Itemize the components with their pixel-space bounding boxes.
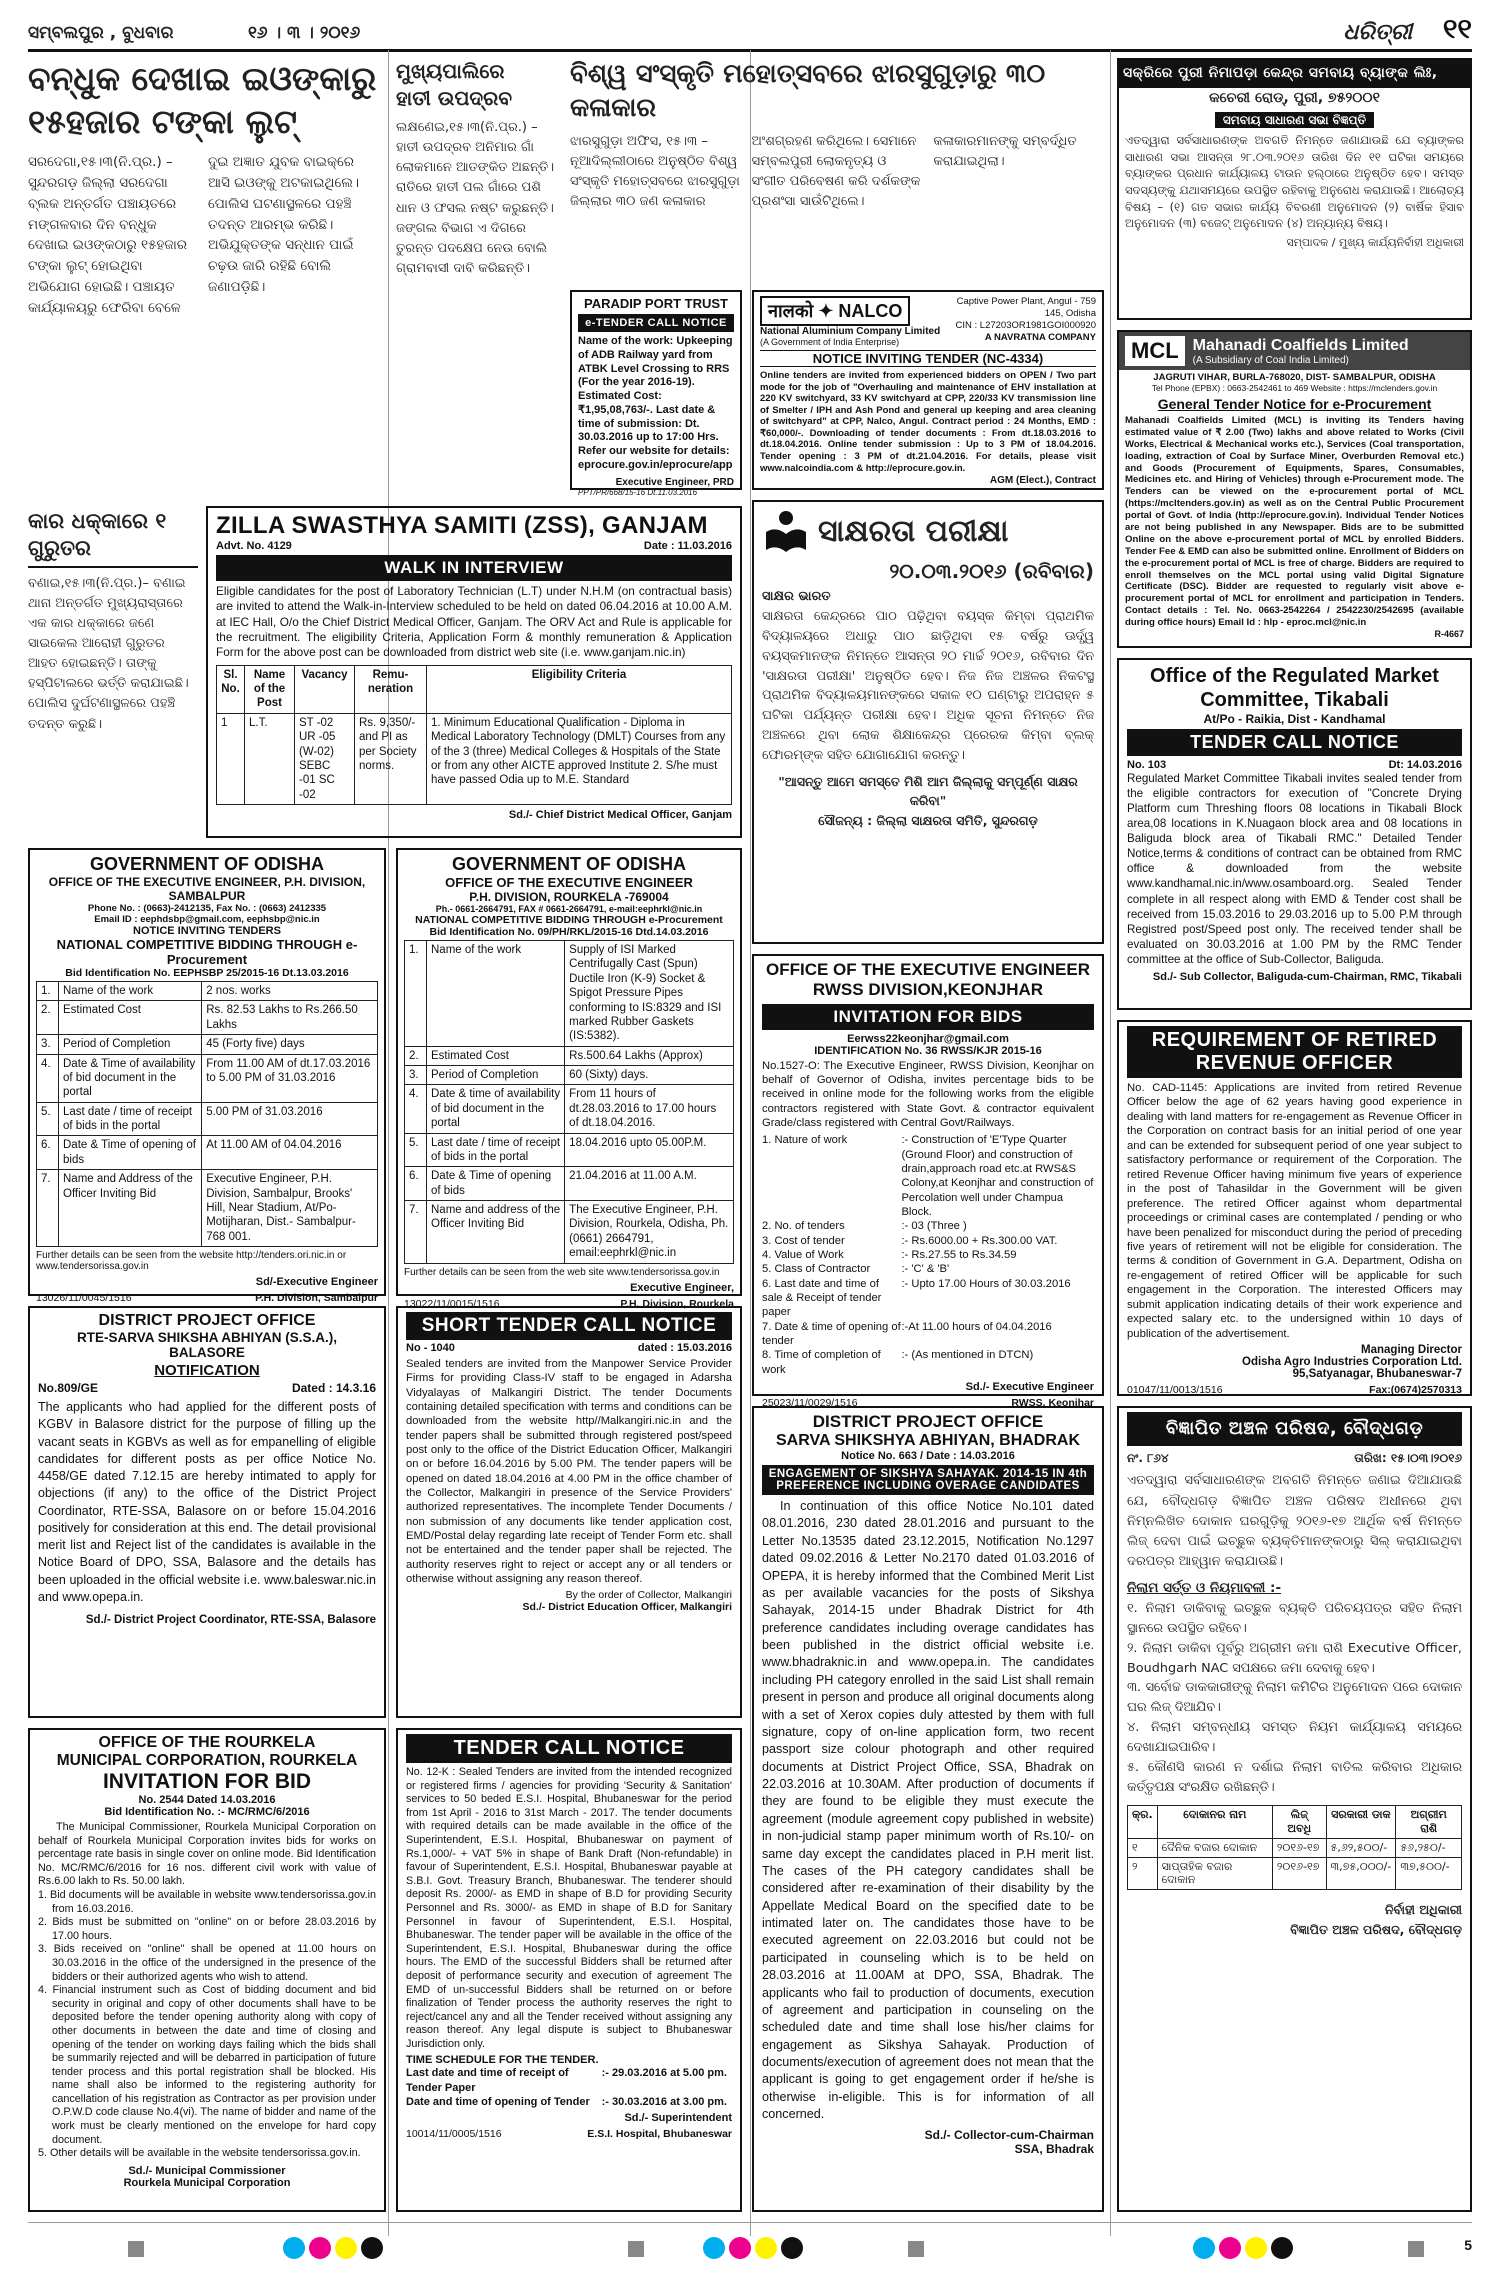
revenue-sig1: Managing Director	[1361, 1344, 1462, 1357]
boudhgarh-conditions	[1127, 1599, 1462, 1797]
culture-body: ଝାରସୁଗୁଡ଼ା ଅଫିସ, ୧୫।୩ – ନୂଆଦିଲ୍ଲୀଠାରେ ଅନୁଷ୍ଠିତ ବିଶ୍ୱ ସଂସ୍କୃତି ମହୋତ୍ସବରେ ଝାରସୁଗୁଡ଼ା ଜିଲ୍ଲାର ୩୦ ଜଣ କଳାକାର ଅଂଶଗ୍ରହଣ କରିଥିଲେ। ସେମାନେ ସମ୍ବଲପୁରୀ ଲୋକନୃତ୍ୟ ଓ ସଂଗୀତ ପରିବେଷଣ କରି ଦର୍ଶକଙ୍କ ପ୍ରଶଂସା ସାଉଁଟିଥିଲେ। କଳାକାରମାନଙ୍କୁ ସମ୍ବର୍ଦ୍ଧିତ କରାଯାଇଥିଲା।	[570, 133, 1077, 210]
list-item: ୩. ସର୍ବୋଚ୍ଚ ଡାକକାରୀଙ୍କୁ ନିଲାମ କମିଟିର ଅନୁମୋଦନ ପରେ ଦୋକାନ ଘର ଲିଜ୍ ଦିଆଯିବ।	[1127, 1680, 1462, 1716]
phrkl-phone: Ph.- 0661-2664791, FAX # 0661-2664791, e-mail:eephrkl@nic.in	[435, 904, 703, 914]
keonjhar-intro: No.1527-O: The Executive Engineer, RWSS Division, Keonjhar on behalf of Governor of Odisha, invites percentage bids to be received in online mode for the following works from the eligible contractors registered with State Govt. & contractor equivalent Grade/class registered with Central Govt/Railways.	[762, 1059, 1094, 1130]
phrkl-cell-value: Rs.500.64 Lakhs (Approx)	[565, 1046, 734, 1065]
rmc-sig2: Rourkela Municipal Corporation	[123, 2176, 291, 2189]
rourkela-mc-ad	[28, 1728, 386, 2212]
malkangiri-banner: SHORT TENDER CALL NOTICE	[406, 1312, 732, 1340]
table-cell: ୧	[1128, 1838, 1158, 1857]
bhadrak-no: Notice No. 663 / Date : 14.03.2016	[841, 1450, 1015, 1462]
keonjhar-item-label: 5. Class of Contractor	[762, 1263, 871, 1276]
nalco-ad	[752, 290, 1104, 490]
elephant-headline: ମୁଖ୍ୟପାଲିରେ ହାତୀ ଉପଦ୍ରବ	[396, 59, 512, 110]
list-item	[762, 1133, 1094, 1219]
mcl-body: Mahanadi Coalfields Limited (MCL) is inviting its Tenders having estimated value of ₹ 2.00 (Two) lakhs and above related to Works (Civil Works, Electrical & Mechanical works etc.), Services (Coal transportation, loading, extraction of Coal by Surface Miner, Overburden Removal etc.) and Goods (Procurement of Equipments, Spares, Consumables, Medicines etc. and Hiring of Vehicles) through e-Procurement mode. The Tenders can be viewed on the e-procurement portal of MCL (https://mcltenders.gov.in) as well as on the Central Public Procurement portal of Govt. of India (http://eprocure.gov.in). Individual Tender Notices are not being published in any Newspaper. Bids are to be submitted Online on the above e-procurement portal of MCL by enrolled Bidders. Tender Fee & EMD can also be submitted online. Enrollment of Bidders on the e-procurement portal of MCL is free of charge. Bidders are required to enroll themselves on the MCL portal using valid Digital Signature Certificate (DSC). Bidder are requested to regularly visit above e-procurement portal of MCL for enrollment and participation in Tenders. Contact details : Tel. No. 0663-2542264 / 2542230/2542695 (available during office hours) Email Id : hlp - eproc.mcl@nic.in	[1125, 415, 1464, 629]
phrkl-cell-label: Estimated Cost	[427, 1046, 565, 1065]
loot-story	[28, 58, 378, 498]
car-headline: କାର ଧକ୍କାରେ ୧ ଗୁରୁତର	[28, 508, 198, 568]
table-row	[405, 1167, 734, 1201]
keonjhar-item-value: :- Construction of 'E'Type Quarter (Ground Floor) and construction of drain,approach road etc.at RWS&S Colony,at Keonjhar and construction of Percolation well under Champua Block.	[901, 1134, 1094, 1219]
zss-ad	[206, 506, 742, 838]
car-story	[28, 508, 198, 838]
phsamb-cell-value: 5.00 PM of 31.03.2016	[202, 1102, 378, 1136]
culture-headline: ବିଶ୍ୱ ସଂସ୍କୃତି ମହୋତ୍ସବରେ ଝାରସୁଗୁଡ଼ାରୁ ୩୦ କଳାକାର	[570, 59, 1046, 123]
tikabali-no: No. 103	[1127, 759, 1167, 771]
balasore-title2: RTE-SARVA SHIKSHA ABHIYAN (S.S.A.), BALASORE	[76, 1330, 338, 1360]
keonjhar-item-value: :- Rs.27.55 to Rs.34.59	[901, 1249, 1017, 1262]
phsamb-cell-value: At 11.00 AM of 04.04.2016	[202, 1136, 378, 1170]
esi-ref: 10014/11/0005/1516	[406, 2127, 502, 2140]
puri-sub: କଚେରୀ ରୋଡ୍, ପୁରୀ, ୭୫୨୦୦୧	[1209, 89, 1380, 106]
loot-headline: ବନ୍ଧୁକ ଦେଖାଇ ଇଓଙ୍କାରୁ ୧୫ହଜାର ଟଙ୍କା ଲୁଟ୍	[28, 59, 377, 141]
esi-schedule-title: TIME SCHEDULE FOR THE TENDER.	[406, 2054, 599, 2067]
balasore-body: The applicants who had applied for the different posts of KGBV in Balasore district for the purpose of filling up the vacant seats in KGBVs as well as for empanelling of eligible candidates for different posts as per office Notice No. 4458/GE dated 7.12.15 are hereby intimated to apply for objections (if any) to the office of the District Project Coordinator, RTE-SSA, Balasore on or before 15.04.2016 positively for consideration at this end. The detail provisional merit list and Reject list of the candidates is available in the Notice Board of DPO, SSA, Balasore and the details has been uploaded in the official website i.e. www.baleswar.nic.in and www.opepa.in.	[38, 1400, 376, 1604]
table-row	[1128, 1838, 1462, 1857]
mcl-ad	[1117, 330, 1472, 648]
keonjhar-title: OFFICE OF THE EXECUTIVE ENGINEER RWSS DIVISION,KEONJHAR	[766, 960, 1090, 1000]
phsamb-ref: 13026/11/0045/1516	[36, 1292, 132, 1304]
boudhgarh-body: ଏତଦ୍ୱାରା ସର୍ବସାଧାରଣଙ୍କ ଅବଗତି ନିମନ୍ତେ ଜଣାଇ ଦିଆଯାଉଛି ଯେ, ବୌଦ୍ଧଗଡ଼ ବିଜ୍ଞାପିତ ଅଞ୍ଚଳ ପରିଷଦ ଅଧୀନରେ ଥିବା ନିମ୍ନଲିଖିତ ଦୋକାନ ଘରଗୁଡ଼ିକୁ ୨୦୧୬-୧୭ ଆର୍ଥିକ ବର୍ଷ ନିମନ୍ତେ ଲିଜ୍ ଦେବା ପାଇଁ ଇଚ୍ଛୁକ ବ୍ୟକ୍ତିମାନଙ୍କଠାରୁ ସିଲ୍ କରାଯାଇଥିବା ଦରପତ୍ର ଆହ୍ୱାନ କରାଯାଉଛି।	[1127, 1473, 1462, 1570]
table-row	[37, 1170, 378, 1247]
phrkl-signature: Executive Engineer,	[630, 1281, 734, 1294]
phsamb-cell-label: Last date / time of receipt of bids in the portal	[59, 1102, 202, 1136]
list-item	[406, 2066, 732, 2094]
mcl-contact: Tel Phone (EPBX) : 0663-2542461 to 469 Website : https://mclenders.gov.in	[1151, 383, 1438, 393]
list-item: ୧. ନିଲାମ ଡାକିବାକୁ ଇଚ୍ଛୁକ ବ୍ୟକ୍ତି ପରିଚୟପତ୍ର ସହିତ ନିଲାମ ସ୍ଥାନରେ ଉପସ୍ଥିତ ରହିବେ।	[1127, 1601, 1462, 1636]
esi-sched-value: :- 30.03.2016 at 3.00 pm.	[601, 2095, 727, 2108]
keonjhar-item-value: :- 03 (Three )	[901, 1220, 967, 1233]
phrkl-cell-label: Period of Completion	[427, 1066, 565, 1085]
book-icon	[762, 508, 810, 556]
list-item: 2. Bids must be submitted on "online" on or before 28.03.2016 by 17.00 hours.	[38, 1916, 376, 1942]
phrkl-cell-sl: 2.	[405, 1046, 427, 1065]
bhadrak-title1: DISTRICT PROJECT OFFICE	[812, 1412, 1044, 1431]
zss-banner: WALK IN INTERVIEW	[216, 555, 732, 581]
tikabali-body: Regulated Market Committee Tikabali invites sealed tender from the eligible contractors for execution of "Concrete Drying Platform cum Threshing floors 08 locations in Tikabali Block area,08 locations in K.Nuagaon block area and 08 locations in Baliguda block area of Tikabali RMC." Detailed Tender Notice,terms & conditions of contract can be obtained from RMC office & downloaded from the website www.kandhamal.nic.in/www.osamboard.org. Sealed Tender complete in all respect along with EMD & Tender cost shall be received from 15.03.2016 to 29.03.2016 up to 5.00 P.M through Registred post/Speed post only. The received tender shall be evaluated on 30.03.2016 at 1.00 PM by the RMC Tender committee at the office of Sub-Collector, Baliguda.	[1127, 772, 1462, 966]
boudhgarh-cond-title: ନିଲାମ ସର୍ତ୍ତ ଓ ନିୟମାବଳୀ :-	[1127, 1580, 1282, 1597]
zss-th-vacancy: Vacancy	[295, 665, 355, 713]
bhadrak-sig1: Sd./- Collector-cum-Chairman	[924, 2127, 1094, 2142]
phrkl-cell-value: The Executive Engineer, P.H. Division, Rourkela, Odisha, Ph.(0661) 2664791, email:eephrkl@nic.in	[565, 1201, 734, 1264]
list-item	[762, 1320, 1094, 1349]
phsamb-cell-value: 45 (Forty five) days	[202, 1035, 378, 1054]
color-mark-set-1	[283, 2237, 383, 2259]
revenue-ref: 01047/11/0013/1516	[1127, 1384, 1223, 1397]
phrkl-cell-label: Last date / time of receipt of bids in the portal	[427, 1133, 565, 1167]
esi-hospital-ad	[396, 1728, 742, 2212]
list-item: ୪. ନିଲାମ ସମ୍ବନ୍ଧୀୟ ସମସ୍ତ ନିୟମ କାର୍ଯ୍ୟାଳୟ ସମୟରେ ଦେଖାଯାଇପାରିବ।	[1127, 1720, 1462, 1755]
nalco-logo: नालको ✦ NALCO	[760, 296, 910, 326]
puri-body: ଏତଦ୍ୱାରା ସର୍ବସାଧାରଣଙ୍କ ଅବଗତି ନିମନ୍ତେ ଜଣାଯାଉଛି ଯେ ବ୍ୟାଙ୍କର ସାଧାରଣ ସଭା ଆସନ୍ତା ୨୮.୦୩.୨୦୧୬ ତାରିଖ ଦିନ ୧୧ ଘଟିକା ସମୟରେ ବ୍ୟାଙ୍କର ପ୍ରଧାନ କାର୍ଯ୍ୟାଳୟ ଟାଉନ ହଲ୍‌ଠାରେ ଅନୁଷ୍ଠିତ ହେବ। ସମସ୍ତ ସଦସ୍ୟଙ୍କୁ ଯଥାସମୟରେ ଉପସ୍ଥିତ ରହିବାକୁ ଅନୁରୋଧ କରାଯାଉଛି। ଆଲୋଚ୍ୟ ବିଷୟ – (୧) ଗତ ସଭାର କାର୍ଯ୍ୟ ବିବରଣୀ ଅନୁମୋଦନ (୨) ବାର୍ଷିକ ହିସାବ ଅନୁମୋଦନ (୩) ବଜେଟ୍ ଅନୁମୋଦନ (୪) ଅନ୍ୟାନ୍ୟ ବିଷୟ।	[1125, 132, 1464, 231]
color-mark-set-3	[1193, 2237, 1293, 2259]
keonjhar-item-label: 2. No. of tenders	[762, 1220, 845, 1233]
literacy-title: ସାକ୍ଷରତା ପରୀକ୍ଷା	[818, 514, 1009, 549]
phsamb-cell-label: Estimated Cost	[59, 1001, 202, 1035]
literacy-signature: ସୌଜନ୍ୟ : ଜିଲ୍ଲା ସାକ୍ଷରତା ସମିତି, ସୁନ୍ଦରଗଡ଼	[818, 812, 1038, 828]
nalco-company: National Aluminium Company Limited	[760, 326, 941, 337]
boudhgarh-date: ତାରିଖ: ୧୫।୦୩।୨୦୧୬	[1354, 1450, 1462, 1465]
list-item: 5. Other details will be available in the website tendersorissa.gov.in.	[38, 2147, 361, 2160]
table-row	[405, 1085, 734, 1133]
phsamb-cell-label: Date & Time of opening of bids	[59, 1136, 202, 1170]
esi-banner: TENDER CALL NOTICE	[406, 1734, 732, 1763]
table-header-cell: ଅଗ୍ରୀମ ରାଶି	[1396, 1806, 1462, 1839]
keonjhar-items	[762, 1133, 1094, 1377]
phsamb-cell-value: 2 nos. works	[202, 982, 378, 1001]
list-item: 3. Bids received on "online" shall be opened at 11.00 hours on 30.03.2016 in the office of the undersigned in the presence of the bidders or their authorized agents who wish to attend.	[38, 1943, 376, 1983]
phsamb-cell-value: From 11.00 AM of dt.17.03.2016 to 5.00 PM of 31.03.2016	[202, 1054, 378, 1102]
list-item	[762, 1219, 1094, 1233]
list-item: ୫. କୌଣସି କାରଣ ନ ଦର୍ଶାଇ ନିଲାମ ବାତିଲ କରିବାର ଅଧିକାର କର୍ତ୍ତୃପକ୍ଷ ସଂରକ୍ଷିତ ରଖିଛନ୍ତି।	[1127, 1759, 1462, 1795]
phsamb-cell-label: Date & Time of availability of bid document in the portal	[59, 1054, 202, 1102]
zss-signature: Sd./- Chief District Medical Officer, Ganjam	[508, 809, 732, 822]
phrkl-note: Further details can be seen from the web site www.tendersorissa.gov.in	[404, 1266, 720, 1278]
keonjhar-banner: INVITATION FOR BIDS	[762, 1004, 1094, 1030]
balasore-title1: DISTRICT PROJECT OFFICE	[98, 1312, 316, 1329]
nalco-govt: (A Government of India Enterprise)	[760, 337, 900, 347]
tikabali-sub: At/Po - Raikia, Dist - Kandhamal	[1203, 712, 1386, 726]
car-body: ବଣାଇ,୧୫।୩(ନି.ପ୍ର.)– ବଣାଇ ଥାନା ଅନ୍ତର୍ଗତ ମୁଖ୍ୟରାସ୍ତାରେ ଏକ କାର ଧକ୍କାରେ ଜଣେ ସାଇକେଲ ଆରୋହୀ ଗୁରୁତର ଆହତ ହୋଇଛନ୍ତି। ତାଙ୍କୁ ହସ୍ପିଟାଲରେ ଭର୍ତ୍ତି କରାଯାଇଛି। ପୋଲିସ ଦୁର୍ଘଟଣାସ୍ଥଳରେ ପହଞ୍ଚି ତଦନ୍ତ କରୁଛି।	[28, 575, 189, 732]
rmc-body: The Municipal Commissioner, Rourkela Municipal Corporation on behalf of Rourkela Municipal Corporation invites bids for works on percentage rate basis in single cover on online mode. Bid Identification No. MC/RMC/6/2016 for 16 nos. different civil work with value of Rs.6.00 lakh to Rs. 50.00 lakh.	[38, 1821, 376, 1888]
balasore-sub: NOTIFICATION	[154, 1362, 260, 1379]
phsamb-cell-sl: 2.	[37, 1001, 59, 1035]
footer-strip	[28, 2222, 1472, 2272]
keonjhar-item-value: :- (As mentioned in DTCN)	[901, 1349, 1034, 1362]
table-row	[37, 982, 378, 1001]
tikabali-banner: TENDER CALL NOTICE	[1127, 729, 1462, 756]
footer-page-number: 5	[1464, 2237, 1472, 2253]
phrkl-cell-value: 18.04.2016 upto 05.00P.M.	[565, 1133, 734, 1167]
loot-body: ସରଦେଗା,୧୫।୩(ନି.ପ୍ର.) – ସୁନ୍ଦରଗଡ଼ ଜିଲ୍ଲା ସରଦେଗା ବ୍ଲକ ଅନ୍ତର୍ଗତ ପଞ୍ଚାୟତରେ ମଙ୍ଗଳବାର ଦିନ ବନ୍ଧୁକ ଦେଖାଇ ଇଓଙ୍କଠାରୁ ୧୫ହଜାର ଟଙ୍କା ଲୁଟ୍ ହୋଇଥିବା ଅଭିଯୋଗ ହୋଇଛି। ପଞ୍ଚାୟତ କାର୍ଯ୍ୟାଳୟରୁ ଫେରିବା ବେଳେ ଦୁଇ ଅଜ୍ଞାତ ଯୁବକ ବାଇକ୍‌ରେ ଆସି ଇଓଙ୍କୁ ଅଟକାଇଥିଲେ। ପୋଲିସ ଘଟଣାସ୍ଥଳରେ ପହଞ୍ଚି ତଦନ୍ତ ଆରମ୍ଭ କରିଛି। ଅଭିଯୁକ୍ତଙ୍କ ସନ୍ଧାନ ପାଇଁ ଚଢ଼ଉ ଜାରି ରହିଛି ବୋଲି ଜଣାପଡ଼ିଛି।	[28, 153, 360, 317]
dateline-date: ୧୬ । ୩ । ୨୦୧୬	[248, 23, 361, 43]
mcl-banner: General Tender Notice for e-Procurement	[1157, 396, 1432, 412]
table-header-cell: ସରକାରୀ ଡାକ	[1326, 1806, 1396, 1839]
boudhgarh-ad	[1117, 1406, 1472, 2212]
phrkl-cell-label: Name and address of the Officer Inviting Bid	[427, 1201, 565, 1264]
malkangiri-sig1: By the order of Collector, Malkangiri	[565, 1589, 732, 1602]
puri-title: ସକ୍ରିରେ ପୁରୀ ନିମାପଡ଼ା କେନ୍ଦ୍ର ସମବାୟ ବ୍ୟାଙ୍କ ଲିଃ,	[1119, 60, 1470, 88]
phsamb-cell-label: Name of the work	[59, 982, 202, 1001]
table-row	[37, 1102, 378, 1136]
keonjhar-item-value: :-At 11.00 hours of 04.04.2016	[901, 1320, 1052, 1333]
phsamb-email: Email ID : eephdsbp@gmail.com, eephsbp@nic.in	[94, 914, 320, 925]
zss-title: ZILLA SWASTHYA SAMITI (ZSS), GANJAM	[216, 512, 708, 539]
bhadrak-banner: ENGAGEMENT OF SIKSHYA SAHAYAK. 2014-15 IN 4th PREFERENCE INCLUDING OVERAGE CANDIDATES	[762, 1465, 1094, 1495]
registration-mark-gray-1	[128, 2241, 144, 2257]
phrkl-cell-value: 60 (Sixty) days.	[565, 1066, 734, 1085]
phrkl-table	[404, 940, 734, 1264]
literacy-ad	[752, 500, 1104, 944]
phsamb-bid: Bid Identification No. EEPHSBP 25/2015-16 Dt.13.03.2016	[65, 967, 349, 979]
phsamb-title: GOVERNMENT OF ODISHA	[89, 854, 324, 874]
table-cell: ୨୦୧୬-୧୭	[1272, 1838, 1326, 1857]
table-row	[405, 1046, 734, 1065]
keonjhar-item-label: 3. Cost of tender	[762, 1234, 845, 1247]
keonjhar-ident: IDENTIFICATION No. 36 RWSS/KJR 2015-16	[814, 1044, 1042, 1057]
boudhgarh-no: ନଂ. ୮୬୪	[1127, 1450, 1169, 1465]
table-row	[37, 1136, 378, 1170]
table-cell: ଦୈନିକ ବଜାର ଦୋକାନ	[1157, 1838, 1272, 1857]
malkangiri-ad	[396, 1306, 742, 1718]
bhadrak-ad	[752, 1406, 1104, 2212]
table-header-cell: ଦୋକାନର ନାମ	[1157, 1806, 1272, 1839]
table-row	[405, 1133, 734, 1167]
list-item: ୨. ନିଲାମ ଡାକିବା ପୂର୍ବରୁ ଅଗ୍ରୀମ ଜମା ରାଶି Executive Officer, Boudhgarh NAC ସପକ୍ଷରେ ଜମା ଦେବାକୁ ହେବ।	[1127, 1640, 1462, 1676]
esi-sched-value: :- 29.03.2016 at 5.00 pm.	[601, 2067, 727, 2080]
paradip-banner: e-TENDER CALL NOTICE	[578, 314, 734, 332]
literacy-date: ୨୦.୦୩.୨୦୧୬ (ରବିବାର)	[889, 559, 1094, 583]
list-item	[762, 1348, 1094, 1377]
paradip-signature: Executive Engineer, PRD	[615, 476, 734, 488]
balasore-date: Dated : 14.3.16	[291, 1381, 376, 1395]
rmc-title2: MUNICIPAL CORPORATION, ROURKELA	[56, 1752, 358, 1769]
phrkl-cell-sl: 3.	[405, 1066, 427, 1085]
esi-body: No. 12-K : Sealed Tenders are invited from the intended recognized or registered firms / agencies for providing 'Security & Sanitation' services to 50 beded E.S.I. Hospital, Bhubaneswar for the period from 1st April - 2016 to 31st March - 2017. The tender documents with required details can be made available in the office of the Superintendent, E.S.I. Hospital, Bhubaneswar on payment of Rs.1,000/- + VAT 5% in shape of Bank Draft (Non-refundable) in favour of Superintendent, E.S.I. Hospital, Bhubaneswar payable at S.B.I. Govt. Treasury Branch, Bhubaneswar. The tenderer should deposit Rs. 2000/- as EMD in shape of B.D for providing Security Personnel and Rs. 3000/- as EMD in shape of B.D for Sanitary Personnel in favour of Superintendent, E.S.I. Hospital, Bhubaneswar. The tender paper will be available in the office of the Superintendent, E.S.I. Hospital, Bhubaneswar during the office hours. The EMD of the successful Bidders shall be returned after deposit of performance security and execution of agreement The EMD of un-successful Bidders shall be returned on or before finalization of Tender process the authority reserves the right to reject/cancel any and all the Tender received without assigning any reason thereof. Any legal dispute is subject to Bhubaneswar Jurisdiction only.	[406, 1766, 732, 2050]
list-item	[762, 1262, 1094, 1276]
phrkl-cell-sl: 7.	[405, 1201, 427, 1264]
revenue-body: No. CAD-1145: Applications are invited from retired Revenue Officer below the age of 62 years having good experience in dealing with land matters for re-engagement as Revenue Officer in the Corporation on contract basis for an initial period of one year and can be extended for subsequent period of one year subject to satisfactory performance or requirement of the Corporation. The retired Revenue Officer having minimum five years of experience in the post of Tahasildar in the Government will be given preference. The retired Officer against whom departmental proceedings or criminal cases are contemplated / pending or who have been penalized for misconduct during the period of preceding five years of retirement will not be eligible for consideration. The terms & condition of Government in G.A. Department, Odisha on re-engagement of retired Officer will be applicable for such engagement in the Corporation. The interested Officers may submit application indicating details of their work experience and expected salary etc. to the undersigned within 10 days of publication of the advertisement.	[1127, 1082, 1462, 1340]
tikabali-date: Dt: 14.03.2016	[1388, 759, 1462, 771]
phrkl-cell-label: Name of the work	[427, 941, 565, 1047]
phsamb-cell-sl: 4.	[37, 1054, 59, 1102]
phsamb-note: Further details can be seen from the website http://tenders.ori.nic.in or www.tendersorissa.gov.in	[36, 1250, 347, 1272]
list-item	[762, 1277, 1094, 1320]
zss-body: Eligible candidates for the post of Laboratory Technician (L.T) under N.H.M (on contractual basis) are invited to attend the Walk-in-Interview scheduled to be held on dated 06.04.2016 at 10.00 A.M. at IEC Hall, O/o the Chief District Medical Officer, Ganjam. The ORV Act and Rule is applicable for the recruitment. The eligibility Criteria, Application Form & monthly remuneration & Application Form for the above post can be downloaded from district web site (i.e. www.ganjam.nic.in)	[216, 584, 732, 660]
phrkl-office: OFFICE OF THE EXECUTIVE ENGINEER	[445, 875, 693, 890]
phsamb-sub1: NOTICE INVITING TENDERS	[133, 925, 281, 937]
tikabali-signature: Sd./- Sub Collector, Baliguda-cum-Chairman, RMC, Tikabali	[1152, 970, 1462, 983]
phrkl-title: GOVERNMENT OF ODISHA	[451, 854, 686, 874]
phrkl-cell-value: From 11 hours of dt.28.03.2016 to 17.00 hours of dt.18.04.2016.	[565, 1085, 734, 1133]
rmc-no: No. 2544 Dated 14.03.2016	[138, 1794, 276, 1806]
balasore-ad	[28, 1306, 386, 1718]
table-cell: ୨୦୧୬-୧୭	[1272, 1857, 1326, 1890]
table-header-row	[1128, 1806, 1462, 1839]
phrkl-cell-value: Supply of ISI Marked Centrifugally Cast (Spun) Ductile Iron (K-9) Socket & Spigot Pressure Pipes conforming to IS:8329 and ISI marked Rubber Gaskets (IS:5382).	[565, 941, 734, 1047]
mcl-name: Mahanadi Coalfields Limited	[1192, 336, 1409, 354]
color-mark-set-2	[703, 2237, 803, 2259]
elephant-body: ଲକ୍ଷଣେଇ,୧୫।୩(ନି.ପ୍ର.) – ହାତୀ ଉପଦ୍ରବ ଅନିମାର ଗାଁ ଲୋକମାନେ ଆତଙ୍କିତ ଅଛନ୍ତି। ରାତିରେ ହାତୀ ପଲ ଗାଁରେ ପଶି ଧାନ ଓ ଫସଲ ନଷ୍ଟ କରୁଛନ୍ତି। ଜଙ୍ଗଲ ବିଭାଗ ଏ ଦିଗରେ ତୁରନ୍ତ ପଦକ୍ଷେପ ନେଉ ବୋଲି ଗ୍ରାମବାସୀ ଦାବି କରିଛନ୍ତି।	[396, 120, 555, 276]
bhadrak-title2: SARVA SHIKSHYA ABHIYAN, BHADRAK	[775, 1432, 1081, 1449]
nalco-signature: AGM (Elect.), Contract	[989, 475, 1096, 487]
list-item	[762, 1248, 1094, 1262]
elephant-story	[396, 58, 564, 498]
keonjhar-item-label: 8. Time of completion of work	[762, 1349, 881, 1376]
keonjhar-signature-2: RWSS, Keonjhar	[1011, 1397, 1094, 1409]
keonjhar-ad	[752, 954, 1104, 1409]
zss-th-post: Name of the Post	[245, 665, 295, 713]
phsamb-signature: Sd/-Executive Engineer	[255, 1276, 378, 1288]
keonjhar-item-label: 6. Last date and time of sale & Receipt of tender paper	[762, 1277, 882, 1319]
ph-rourkela-ad	[396, 848, 742, 1310]
table-row	[37, 1035, 378, 1054]
table-cell: ୨	[1128, 1857, 1158, 1890]
phsamb-cell-value: Rs. 82.53 Lakhs to Rs.266.50 Lakhs	[202, 1001, 378, 1035]
puri-banner: ସମବାୟ ସାଧାରଣ ସଭା ବିଜ୍ଞପ୍ତି	[1215, 112, 1374, 128]
rmc-title1: OFFICE OF THE ROURKELA	[98, 1734, 316, 1751]
rmc-items	[38, 1889, 376, 2161]
phrkl-bid: Bid Identification No. 09/PH/RKL/2015-16 Dtd.14.03.2016	[429, 926, 709, 938]
table-cell: ୫୬,୨୫୦/-	[1396, 1838, 1462, 1857]
table-row	[1128, 1857, 1462, 1890]
page-number: ୧୧	[1442, 12, 1472, 45]
mcl-ref: R-4667	[1434, 629, 1464, 640]
esi-sig1: Sd./- Superintendent	[624, 2111, 732, 2124]
balasore-signature: Sd./- District Project Coordinator, RTE-SSA, Balasore	[85, 1614, 376, 1626]
zss-date: Date : 11.03.2016	[643, 540, 732, 552]
paradip-title: PARADIP PORT TRUST	[584, 296, 728, 311]
table-header-cell: କ୍ର.	[1128, 1806, 1158, 1839]
table-cell: ସାପ୍ତାହିକ ବଜାର ଦୋକାନ	[1157, 1857, 1272, 1890]
phsamb-office: OFFICE OF THE EXECUTIVE ENGINEER, P.H. DIVISION, SAMBALPUR	[48, 875, 366, 903]
phrkl-cell-label: Date & time of availability of bid document in the portal	[427, 1085, 565, 1133]
boudhgarh-sig2: ବିଜ୍ଞାପିତ ଅଞ୍ଚଳ ପରିଷଦ, ବୌଦ୍ଧଗଡ଼	[1290, 1921, 1462, 1937]
table-row: 1 L.T. ST -02 UR -05 (W-02) SEBC -01 SC -02 Rs. 9,350/- and PI as per Society norms. 1. Minimum Educational Qualification - Diploma in Medical Laboratory Technology (DMLT) Courses from any of the 3 (three) Medical Colleges & Hospitals of the State or from any other AICTE approved Institute 2. S/he must have passed Odia up to M.E. Standard	[217, 713, 732, 804]
zss-th-sl: Sl. No.	[217, 665, 245, 713]
paradip-body: Name of the work: Upkeeping of ADB Railway yard from ATBK Level Crossing to RRS (For the year 2016-19). Estimated Cost: ₹1,95,08,763/-. Last date & time of submission: Dt. 30.03.2016 up to 17:00 Hrs. Refer our website for details: eprocure.gov.in/eprocure/app	[578, 335, 733, 471]
ph-sambalpur-ad	[28, 848, 386, 1304]
mcl-address: JAGRUTI VIHAR, BURLA-768020, DIST- SAMBALPUR, ODISHA	[1153, 372, 1436, 383]
paradip-ref: PPT/PR/668/15-16 Dt.11.03.2016	[578, 487, 698, 497]
keonjhar-email: Eerwss22keonjhar@gmail.com	[847, 1032, 1009, 1045]
keonjhar-item-label: 7. Date & time of opening of tender	[762, 1320, 901, 1348]
keonjhar-item-label: 1. Nature of work	[762, 1134, 848, 1147]
table-header-cell: ଲିଜ୍ ଅବଧି	[1272, 1806, 1326, 1839]
keonjhar-signature: Sd./- Executive Engineer	[965, 1381, 1094, 1393]
zss-th-eligibility: Eligibility Criteria	[427, 665, 732, 713]
phrkl-cell-sl: 1.	[405, 941, 427, 1047]
phrkl-cell-sl: 6.	[405, 1167, 427, 1201]
phsamb-cell-value: Executive Engineer, P.H. Division, Sambalpur, Brooks' Hill, Near Stadium, At/Po- Motijharan, Dist.- Sambalpur-768 001.	[202, 1170, 378, 1247]
puri-signature: ସମ୍ପାଦକ / ମୁଖ୍ୟ କାର୍ଯ୍ୟନିର୍ବାହୀ ଅଧିକାରୀ	[1286, 236, 1464, 249]
table-cell: ୫,୬୨,୫୦୦/-	[1326, 1838, 1396, 1857]
registration-mark-gray-3	[908, 2241, 924, 2257]
mcl-sub: (A Subsidiary of Coal India Limited)	[1192, 354, 1349, 366]
bhadrak-body: In continuation of this office Notice No.101 dated 08.01.2016, 230 dated 28.01.2016 and pursuant to the Letter No.13535 dated 23.12.2015, Notification No.1297 dated 09.02.2016 & Letter No.2170 dated 01.03.2016 of OPEPA, it is hereby informed that the Combined Merit List as per available vacancies for the posts of Sikshya Sahayak, 2014-15 under Bhadrak District for 4th preference candidates including overage candidates has been published in the district official website i.e. www.bhadraknic.in and www.opepa.in. The candidates including PH category enrolled in the said List shall remain present in person and produce all original documents along with a set of Xerox copies duly attested by them with full signature, copy of on-line application form, two recent passport size colour photograph and other required documents at District Project Office, SSA, Bhadrak on 22.03.2016 at 10.30AM. After production of documents if they are found to be eligible they must execute the agreement (module agreement copy published in website) in non-judicial stamp paper minimum worth of Rs.10/- on same day except the candidates placed in P.H merit list. The cases of the PH category candidates shall be considered after re-examination of their disability by the Appellate Medical Board on the specified date to be intimated later on. The candidates those have to be executed agreement on 22.03.2016 but could not be participated in counseling which is to be held on 28.03.2016 at 11.00AM at DPO, SSA, Bhadrak. The applicants who fail to production of documents, execution of agreement and participation in counseling on the scheduled date and time shall lose his/her claims for engagement as Sikshya Sahayak. Production of documents/execution of agreement does not mean that the applicant is going to get engagement order if he/she is otherwise in-eligible. This is for information of all concerned.	[762, 1499, 1094, 2122]
table-row	[405, 941, 734, 1047]
phsamb-sub2: NATIONAL COMPETITIVE BIDDING THROUGH e-Procurement	[56, 937, 358, 967]
phsamb-cell-label: Period of Completion	[59, 1035, 202, 1054]
phsamb-cell-sl: 7.	[37, 1170, 59, 1247]
revenue-officer-ad	[1117, 1020, 1472, 1396]
registration-mark-gray-2	[628, 2241, 644, 2257]
nalco-address: Captive Power Plant, Angul - 759 145, Odisha	[956, 296, 1096, 319]
nalco-navratna: A NAVRATNA COMPANY	[984, 331, 1096, 343]
revenue-sig3: 95,Satyanagar, Bhubaneswar-7	[1292, 1368, 1462, 1381]
phrkl-signature-2: P.H. Division, Rourkela	[620, 1297, 734, 1310]
malkangiri-sig2: Sd./- District Education Officer, Malkangiri	[522, 1601, 732, 1614]
phrkl-cell-value: 21.04.2016 at 11.00 A.M.	[565, 1167, 734, 1201]
tikabali-ad	[1117, 658, 1472, 1010]
malkangiri-body: Sealed tenders are invited from the Manpower Service Provider Firms for providing Class-IV staff to be engaged in Adarsha Vidyalayas of Malkangiri District. The tender Documents containing detailed specification with terms and conditions can be downloaded from the website http//Malkangiri.nic.in and the tender papers shall be submitted through registered post/speed post only to the office of the District Education Officer, Malkangiri on or before 16.04.2016 by 5.00 PM. The tender papers will be opened on dated 18.04.2016 at 4.00 PM in the office chamber of the Collector, Malkangiri in presence of the Service Providers' authorized representatives. The incomplete Tender Documents / non submission of any documents like tender application cost, EMD/Postal delay regarding late receipt of Tender Form etc. shall not be entertained and the tender paper shall be rejected. The authority reserves right to reject or accept any or all tenders or otherwise without assigning any reason thereof.	[406, 1358, 732, 1585]
balasore-no: No.809/GE	[38, 1381, 99, 1395]
boudhgarh-table	[1127, 1805, 1462, 1890]
rmc-sig1: Sd./- Municipal Commissioner	[128, 2164, 286, 2177]
nalco-cin: CIN : L27203OR1981GOI000920	[955, 319, 1096, 331]
esi-sig2: E.S.I. Hospital, Bhubaneswar	[587, 2127, 732, 2140]
keonjhar-ref: 25023/11/0029/1516	[762, 1397, 858, 1409]
phsamb-table	[36, 981, 378, 1247]
zss-table	[216, 665, 732, 805]
nalco-body: Online tenders are invited from experienced bidders on OPEN / Two part mode for the job of "Overhauling and maintenance of EHV installation at 220 KV switchyard, 33 KV switchyard at CPP, 220/33 KV transmission line of Smelter / IPH and Ash Pond and general up keeping and area cleaning of switchyard" at CPP, Nalco, Angul. Contract period : 24 Months, EMD : ₹60,000/-. Downloading of tender documents : From dt.18.03.2016 to dt.18.04.2016. Online tender submission : Up to 3 PM of 18.04.2016. Tender opening : 3 PM of dt.21.04.2016. For details, please visit www.nalcoindia.com & http://eprocure.gov.in.	[760, 370, 1096, 474]
esi-sched-label: Date and time of opening of Tender	[406, 2095, 590, 2108]
phrkl-sub: NATIONAL COMPETITIVE BIDDING THROUGH e-Procurement	[415, 914, 723, 926]
esi-schedule	[406, 2066, 732, 2108]
revenue-sig2: Odisha Agro Industries Corporation Ltd.	[1242, 1356, 1462, 1369]
mcl-logo: MCL	[1125, 336, 1185, 366]
revenue-fax: Fax:(0674)2570313	[1369, 1384, 1462, 1397]
keonjhar-item-value: :- Upto 17.00 Hours of 30.03.2016	[901, 1277, 1071, 1290]
list-item	[406, 2095, 732, 2109]
phsamb-cell-sl: 5.	[37, 1102, 59, 1136]
list-item	[762, 1234, 1094, 1248]
bhadrak-sig2: SSA, Bhadrak	[1014, 2141, 1094, 2156]
table-row	[405, 1066, 734, 1085]
literacy-slogan: "ଆସନ୍ତୁ ଆମେ ସମସ୍ତେ ମିଶି ଆମ ଜିଲ୍ଲାକୁ ସମ୍ପୂର୍ଣ୍ଣ ସାକ୍ଷର କରିବା"	[778, 773, 1078, 809]
table-cell: ୩,୭୫,୦୦୦/-	[1326, 1857, 1396, 1890]
revenue-title: REQUIREMENT OF RETIRED REVENUE OFFICER	[1127, 1026, 1462, 1078]
zss-th-remuneration: Remu-neration	[355, 665, 427, 713]
table-row	[37, 1001, 378, 1035]
esi-sched-label: Last date and time of receipt of Tender Paper	[406, 2067, 569, 2094]
phsamb-cell-label: Name and Address of the Officer Inviting Bid	[59, 1170, 202, 1247]
phsamb-cell-sl: 1.	[37, 982, 59, 1001]
culture-story	[570, 58, 1105, 278]
phrkl-cell-sl: 5.	[405, 1133, 427, 1167]
puri-bank-ad	[1117, 58, 1472, 320]
literacy-sub: ସାକ୍ଷର ଭାରତ	[762, 589, 831, 604]
zss-advt: Advt. No. 4129	[216, 540, 292, 552]
table-cell: ୩୭,୫୦୦/-	[1396, 1857, 1462, 1890]
malkangiri-no: No - 1040	[406, 1342, 455, 1354]
table-row	[37, 1054, 378, 1102]
phsamb-cell-sl: 3.	[37, 1035, 59, 1054]
tikabali-title: Office of the Regulated Market Committee, Tikabali	[1150, 665, 1439, 711]
keonjhar-item-label: 4. Value of Work	[762, 1249, 844, 1262]
masthead	[28, 12, 1472, 52]
phrkl-office2: P.H. DIVISION, ROURKELA -769004	[469, 890, 669, 904]
registration-mark-gray-4	[1408, 2241, 1424, 2257]
phrkl-ref: 13022/11/0015/1516	[404, 1297, 500, 1310]
phsamb-cell-sl: 6.	[37, 1136, 59, 1170]
phsamb-signature-2: P.H. Division, Sambalpur	[255, 1292, 378, 1304]
list-item: 1. Bid documents will be available in website www.tendersorissa.gov.in from 16.03.2016.	[38, 1888, 376, 1915]
paradip-ad	[570, 290, 742, 497]
malkangiri-date: dated : 15.03.2016	[637, 1342, 732, 1354]
table-row	[405, 1201, 734, 1264]
section-name: ଧରିତ୍ରୀ	[1343, 20, 1412, 45]
rmc-bid: Bid Identification No. :- MC/RMC/6/2016	[104, 1806, 310, 1818]
phrkl-cell-label: Date & Time of opening of bids	[427, 1167, 565, 1201]
phrkl-cell-sl: 4.	[405, 1085, 427, 1133]
keonjhar-item-value: :- 'C' & 'B'	[901, 1263, 950, 1276]
boudhgarh-title: ବିଜ୍ଞାପିତ ଅଞ୍ଚଳ ପରିଷଦ, ବୌଦ୍ଧଗଡ଼	[1127, 1412, 1462, 1446]
rmc-title3: INVITATION FOR BID	[102, 1770, 312, 1793]
phsamb-phone: Phone No. : (0663)-2412135, Fax No. : (0663) 2412335	[87, 903, 327, 914]
boudhgarh-sig1: ନିର୍ବାହୀ ଅଧିକାରୀ	[1385, 1902, 1462, 1918]
keonjhar-item-value: :- Rs.6000.00 + Rs.300.00 VAT.	[901, 1234, 1058, 1247]
dateline: ସମ୍ବଲପୁର , ବୁଧବାର	[28, 23, 174, 43]
nalco-notice-title: NOTICE INVITING TENDER (NC-4334)	[760, 350, 1096, 367]
literacy-body: ସାକ୍ଷରତା କେନ୍ଦ୍ରରେ ପାଠ ପଢ଼ିଥିବା ବୟସ୍କ କିମ୍ବା ପ୍ରାଥମିକ ବିଦ୍ୟାଳୟରେ ଅଧାରୁ ପାଠ ଛାଡ଼ିଥିବା ୧୫ ବର୍ଷରୁ ଊର୍ଦ୍ଧ୍ୱ ବୟସ୍କମାନଙ୍କ ନିମନ୍ତେ ଆସନ୍ତା ୨୦ ମାର୍ଚ୍ଚ ୨୦୧୬, ରବିବାର ଦିନ 'ସାକ୍ଷରତା ପରୀକ୍ଷା' ଅନୁଷ୍ଠିତ ହେବ। ନିଜ ନିଜ ଅଞ୍ଚଳର ନିକଟସ୍ଥ ପ୍ରାଥମିକ ବିଦ୍ୟାଳୟମାନଙ୍କରେ ସକାଳ ୧୦ ଘଣ୍ଟାରୁ ଅପରାହ୍ନ ୫ ଘଟିକା ପର୍ଯ୍ୟନ୍ତ ପରୀକ୍ଷା ହେବ। ଅଧିକ ସୂଚନା ନିମନ୍ତେ ନିଜ ଅଞ୍ଚଳରେ ଥିବା ଲୋକ ଶିକ୍ଷାକେନ୍ଦ୍ର ପ୍ରେରକ କିମ୍ବା ବ୍ଲକ୍ ଫୋରମ୍‌ଙ୍କ ସହିତ ଯୋଗାଯୋଗ କରନ୍ତୁ।	[762, 609, 1094, 763]
list-item: 4. Financial instrument such as Cost of bidding document and bid security in original and copy of other documents shall have to be deposited before the tender opening authority along with copy of other documents in between the date and time of closing and opening of the tender on working days failing which the bids shall be summarily rejected and will be debarred in participation of future tender process and this portal registration shall be blocked. His name shall also be informed to the registering authority for cancellation of his registration as Contractor as per provision under O.P.W.D code clause No.4(vi). The name of bidder and name of the work must be clearly mentioned on the envelope for hard copy document.	[38, 1984, 376, 2146]
